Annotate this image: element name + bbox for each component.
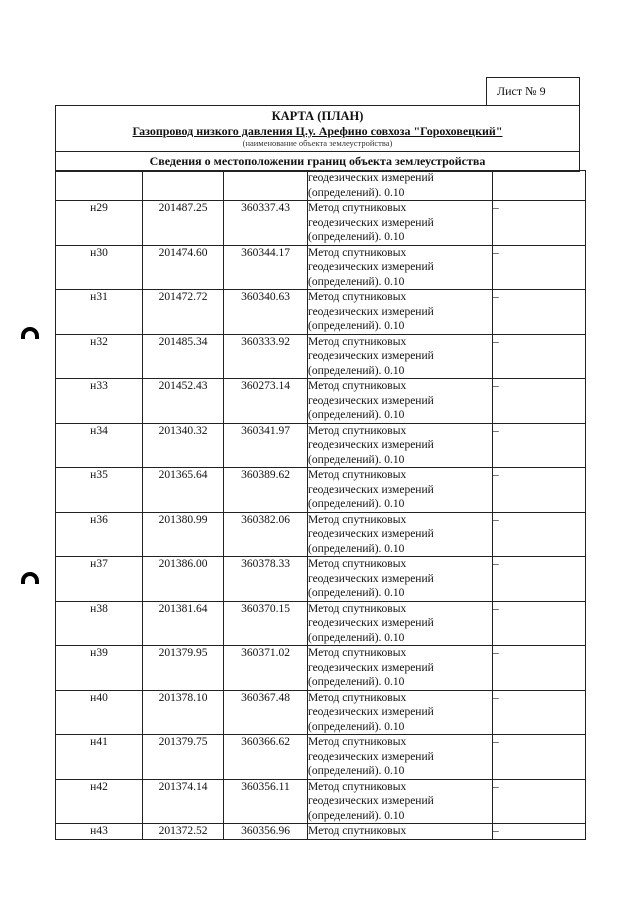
point-id-cell: н32 [56,334,143,379]
description-line: Метод спутниковых [308,736,407,748]
object-caption: (наименование объекта землеустройства) [242,138,393,148]
x-coordinate-cell: 201340.32 [143,423,224,468]
description-line: Метод спутниковых [308,647,407,659]
description-line: (определений). 0.10 [308,453,405,466]
description-line: (определений). 0.10 [308,231,405,243]
table-row [56,735,586,780]
sheet-number-box [486,77,580,105]
y-coordinate-cell: 360340.63 [224,290,308,335]
description-line: (определений). 0.10 [308,409,405,421]
table-row [56,601,586,646]
method-description-cell [308,601,493,646]
x-coordinate-cell: 201372.52 [143,824,224,840]
note-cell: – [493,423,586,468]
point-id-cell: н41 [56,735,143,780]
y-coordinate-cell: 360367.48 [224,690,308,735]
description-line: Метод спутниковых [308,335,407,348]
table-row [56,334,586,379]
description-line: (определений). 0.10 [308,186,405,199]
method-description-cell [308,201,493,246]
note-cell: – [493,690,586,735]
y-coordinate-cell: 360356.11 [224,779,308,824]
description-line: (определений). 0.10 [308,631,405,644]
object-name: Газопровод низкого давления Ц.у. Арефино совхоза "Гороховецкий" [132,124,503,138]
method-description-cell [308,379,493,424]
punch-hole-mark-top [21,327,39,339]
note-cell: – [493,735,586,780]
point-id-cell: н33 [56,379,143,424]
description-line: Метод спутниковых [308,780,407,793]
x-coordinate-cell: 201386.00 [143,557,224,602]
y-coordinate-cell: 360344.17 [224,245,308,290]
point-id-cell: н37 [56,557,143,602]
y-coordinate-cell: 360370.15 [224,601,308,646]
note-cell: – [493,646,586,691]
point-id-cell: н29 [56,201,143,246]
note-cell: – [493,779,586,824]
note-cell: – [493,379,586,424]
table-row-continued [56,171,586,201]
description-line: геодезических измерений [308,706,434,718]
point-id-cell: н34 [56,423,143,468]
description-line: геодезических измерений [308,750,434,763]
sheet-number: Лист № 9 [497,84,546,98]
description-line: (определений). 0.10 [308,498,405,510]
description-line: Метод спутниковых [308,380,407,392]
description-line: (определений). 0.10 [308,320,405,332]
section-title: Сведения о местоположении границ объекта землеустройства [56,151,579,171]
table-row [56,646,586,691]
description-line: (определений). 0.10 [308,587,405,599]
x-coordinate-cell: 201379.75 [143,735,224,780]
description-line: геодезических измерений [308,216,434,229]
description-line: Метод спутниковых [308,469,407,481]
description-line: Метод спутниковых [308,691,407,704]
table-row [56,379,586,424]
y-coordinate-cell: 360382.06 [224,512,308,557]
description-line: геодезических измерений [308,305,434,318]
table-row [56,201,586,246]
point-id-cell: н35 [56,468,143,513]
method-description-cell [308,557,493,602]
point-id-cell: н36 [56,512,143,557]
y-coordinate-cell: 360389.62 [224,468,308,513]
table-row [56,245,586,290]
description-line: (определений). 0.10 [308,676,405,688]
x-coordinate-cell: 201487.25 [143,201,224,246]
description-line: Метод спутниковых [308,513,407,526]
description-line: Метод спутниковых [308,602,407,615]
description-line: геодезических измерений [308,439,434,451]
method-description-cell [308,334,493,379]
table-row [56,512,586,557]
point-id-cell: н31 [56,290,143,335]
method-description-cell [308,423,493,468]
y-coordinate-cell [224,171,308,201]
document-title: КАРТА (ПЛАН) [271,109,364,123]
description-line: (определений). 0.10 [308,542,405,555]
note-cell: – [493,245,586,290]
x-coordinate-cell: 201485.34 [143,334,224,379]
note-cell: – [493,290,586,335]
table-row [56,468,586,513]
description-line: (определений). 0.10 [308,364,405,377]
description-line: геодезических измерений [308,617,434,629]
document-header [55,105,580,172]
table-row [56,690,586,735]
note-cell: – [493,201,586,246]
y-coordinate-cell: 360333.92 [224,334,308,379]
point-id-cell [56,171,143,201]
description-line: геодезических измерений [308,483,434,496]
x-coordinate-cell: 201379.95 [143,646,224,691]
table-row-last [56,824,586,840]
description-line: (определений). 0.10 [308,765,405,777]
note-cell: – [493,557,586,602]
description-line: геодезических измерений [308,795,434,807]
description-line: геодезических измерений [308,394,434,407]
description-line: геодезических измерений [308,572,434,585]
description-line: геодезических измерений [308,172,434,184]
method-description-cell [308,171,493,201]
coordinates-table [55,170,586,840]
y-coordinate-cell: 360341.97 [224,423,308,468]
method-description-cell [308,290,493,335]
description-line: Метод спутниковых [308,825,407,837]
description-line: Метод спутниковых [308,202,407,214]
description-line: Метод спутниковых [308,424,407,437]
table-row [56,290,586,335]
point-id-cell: н43 [56,824,143,840]
description-line: геодезических измерений [308,661,434,674]
method-description-cell [308,245,493,290]
description-line: Метод спутниковых [308,558,407,570]
description-line: (определений). 0.10 [308,809,405,822]
method-description-cell [308,468,493,513]
point-id-cell: н40 [56,690,143,735]
table-row [56,557,586,602]
description-line: Метод спутниковых [308,246,407,259]
x-coordinate-cell [143,171,224,201]
x-coordinate-cell: 201381.64 [143,601,224,646]
method-description-cell [308,690,493,735]
note-cell: – [493,512,586,557]
y-coordinate-cell: 360366.62 [224,735,308,780]
table-row [56,779,586,824]
method-description-cell [308,824,493,840]
description-line: (определений). 0.10 [308,720,405,733]
y-coordinate-cell: 360356.96 [224,824,308,840]
point-id-cell: н38 [56,601,143,646]
description-line: геодезических измерений [308,350,434,362]
method-description-cell [308,646,493,691]
method-description-cell [308,779,493,824]
x-coordinate-cell: 201452.43 [143,379,224,424]
point-id-cell: н42 [56,779,143,824]
note-cell: – [493,824,586,840]
note-cell: – [493,601,586,646]
point-id-cell: н30 [56,245,143,290]
x-coordinate-cell: 201380.99 [143,512,224,557]
x-coordinate-cell: 201374.14 [143,779,224,824]
table-row [56,423,586,468]
punch-hole-mark-bottom [21,572,39,584]
y-coordinate-cell: 360337.43 [224,201,308,246]
y-coordinate-cell: 360378.33 [224,557,308,602]
method-description-cell [308,512,493,557]
point-id-cell: н39 [56,646,143,691]
note-cell [493,171,586,201]
description-line: (определений). 0.10 [308,275,405,288]
x-coordinate-cell: 201378.10 [143,690,224,735]
description-line: геодезических измерений [308,528,434,540]
description-line: геодезических измерений [308,261,434,273]
note-cell: – [493,468,586,513]
y-coordinate-cell: 360273.14 [224,379,308,424]
x-coordinate-cell: 201472.72 [143,290,224,335]
x-coordinate-cell: 201365.64 [143,468,224,513]
y-coordinate-cell: 360371.02 [224,646,308,691]
description-line: Метод спутниковых [308,291,407,303]
x-coordinate-cell: 201474.60 [143,245,224,290]
method-description-cell [308,735,493,780]
note-cell: – [493,334,586,379]
